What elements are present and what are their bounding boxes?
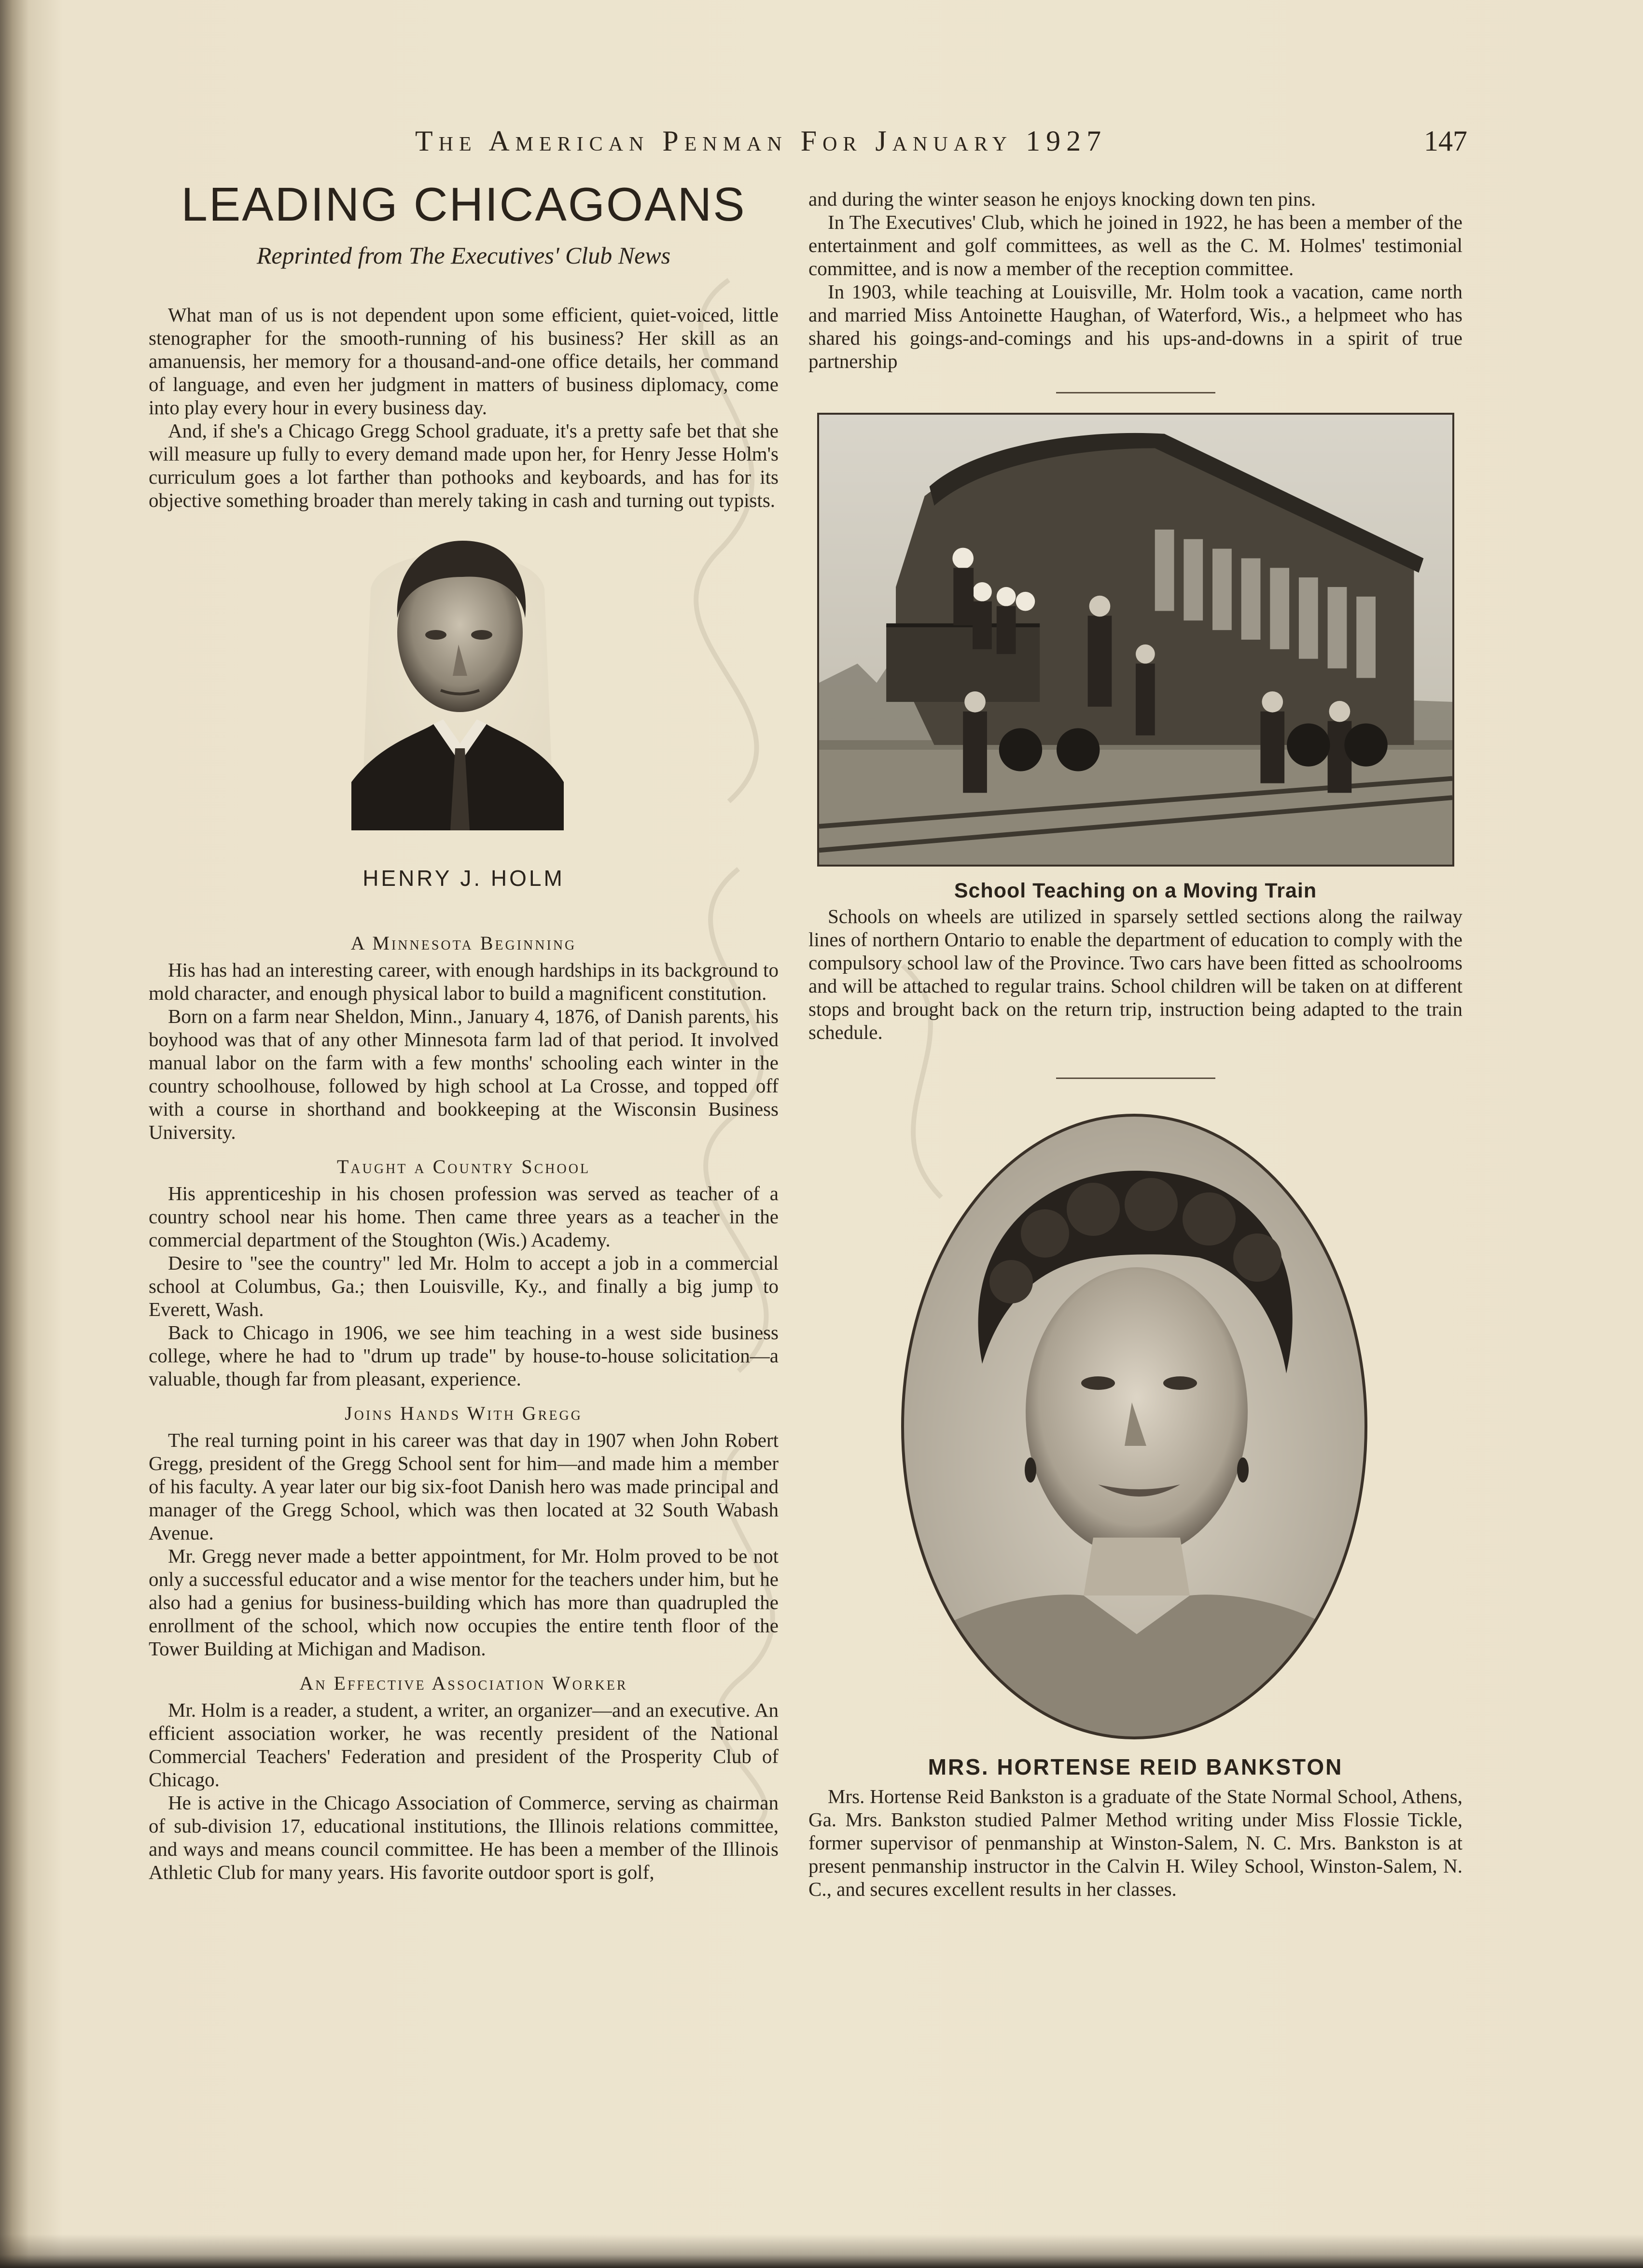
section-paragraph: Mr. Gregg never made a better appointment, for Mr. Holm proved to be not only a successful educator and a wise mentor for the teachers under him, but he also had a genius for business-building which has more than quadrupled the enrollment of the school, which now occupies the entire tenth floor of the Tower Building at Michigan and Madison. (149, 1544, 779, 1660)
section-heading: A Minnesota Beginning (350, 932, 577, 954)
divider-rule (1056, 1078, 1215, 1079)
section-paragraph: Back to Chicago in 1906, we see him teaching in a west side business college, where he had to "drum up trade" by house-to-house solicitation—a valuable, though far from pleasant, experience. (149, 1321, 779, 1390)
section-heading: Taught a Country School (336, 1155, 591, 1177)
section-paragraph: His has had an interesting career, with enough hardships in its background to mold character, and enough physical labor to build a magnificent constitution. (149, 958, 779, 1004)
section-paragraph: Desire to "see the country" led Mr. Holm to accept a job in a commercial school at Columbus, Ga.; then Louisville, Ky., and finally a big jump to Everett, Wash. (149, 1251, 779, 1320)
portrait-figure (149, 531, 779, 850)
section-paragraph: The real turning point in his career was that day in 1907 when John Robert Gregg, president of the Gregg School sent for him—and made him a member of his faculty. A year later our big six-foot Danish hero was made principal and manager of the Gregg School, which was then located at 32 South Wabash Avenue. (149, 1428, 779, 1544)
section-heading: Joins Hands With Gregg (345, 1402, 583, 1424)
divider-rule (1056, 392, 1215, 393)
intro-paragraph: What man of us is not dependent upon some efficient, quiet-voiced, little stenographer for the smooth-running of his business? Her skill as an amanuensis, her memory for a thousand-and-one office details, her command of language, and even her judgment in matters of business diplomacy, come into play every hour in every business day. (149, 303, 779, 419)
train-classroom-photo (817, 413, 1454, 867)
continuation-paragraph: In 1903, while teaching at Louisville, Mr. Holm took a vacation, came north and married Miss Antoinette Haughan, of Waterford, Wis., a helpmeet who has shared his goings-and-comings and his ups-and-downs in a spirit of true partnership (808, 280, 1462, 372)
section-paragraph: Mr. Holm is a reader, a student, a writer, an organizer—and an executive. An efficient association worker, he was recently president of the National Commercial Teachers' Federation and president of the Prosperity Club of Chicago. (149, 1698, 779, 1791)
hortense-bankston-portrait (900, 1113, 1368, 1740)
section-paragraph: He is active in the Chicago Association of Commerce, serving as chairman of sub-division 17, educational institutions, the Illinois relations committee, and ways and means council committee. He has been a member of the Illinois Athletic Club for many years. His favorite outdoor sport is golf, (149, 1791, 779, 1883)
page-header (145, 125, 1467, 163)
train-photo-text: Schools on wheels are utilized in sparsely settled sections along the railway lines of northern Ontario to enable the department of education to comply with the compulsory school law of the Province. Two cars have been fitted as schoolrooms and will be attached to regular trains. School children will be taken on at different stops and brought back on the return trip, instruction being adapted to the train schedule. (808, 905, 1462, 1043)
article-subtitle: Reprinted from The Executives' Club News (256, 241, 671, 269)
oval-portrait-figure (808, 1113, 1462, 1745)
running-head: The American Penman For January 1927 (415, 125, 1107, 157)
train-photo-caption: School Teaching on a Moving Train (954, 879, 1317, 902)
article-title: LEADING CHICAGOANS (181, 178, 746, 231)
section-paragraph: His apprenticeship in his chosen profession was served as teacher of a country school near his home. Then came three years as a teacher in the commercial department of the Stoughton (Wis.) Academy. (149, 1182, 779, 1251)
bankston-text: Mrs. Hortense Reid Bankston is a graduate of the State Normal School, Athens, Ga. Mrs. Bankston studied Palmer Method writing under Miss Flossie Tickle, former supervisor of penmanship at Winston-Salem, N. C. Mrs. Bankston is at present penmanship instructor in the Calvin H. Wiley School, Winston-Salem, N. C., and secures excellent results in her classes. (808, 1785, 1462, 1900)
bankston-caption: MRS. HORTENSE REID BANKSTON (928, 1754, 1343, 1779)
right-column (808, 187, 1462, 1901)
left-column (149, 179, 779, 1884)
continuation-paragraph: In The Executives' Club, which he joined in 1922, he has been a member of the entertainment and golf committees, as well as the C. M. Holmes' testimonial committee, and is now a member of the reception committee. (808, 211, 1462, 280)
page-edge-shadow (0, 2234, 1643, 2268)
intro-paragraph: And, if she's a Chicago Gregg School graduate, it's a pretty safe bet that she will measure up fully to every demand made upon her, for Henry Jesse Holm's curriculum goes a lot farther than pothooks and keyboards, and has for its objective something broader than merely taking in cash and turning out typists. (149, 419, 779, 511)
section-paragraph: Born on a farm near Sheldon, Minn., January 4, 1876, of Danish parents, his boyhood was that of any other Minnesota farm lad of that period. It involved manual labor on the farm with a few months' schooling each winter in the country schoolhouse, followed by high school at La Crosse, and topped off with a course in shorthand and bookkeeping at the Wisconsin Business University. (149, 1005, 779, 1143)
continuation-paragraph: and during the winter season he enjoys knocking down ten pins. (808, 188, 1316, 210)
portrait-caption: HENRY J. HOLM (362, 865, 565, 891)
section-heading: An Effective Association Worker (299, 1672, 628, 1694)
henry-holm-portrait (351, 531, 564, 830)
page-number: 147 (1424, 125, 1467, 157)
